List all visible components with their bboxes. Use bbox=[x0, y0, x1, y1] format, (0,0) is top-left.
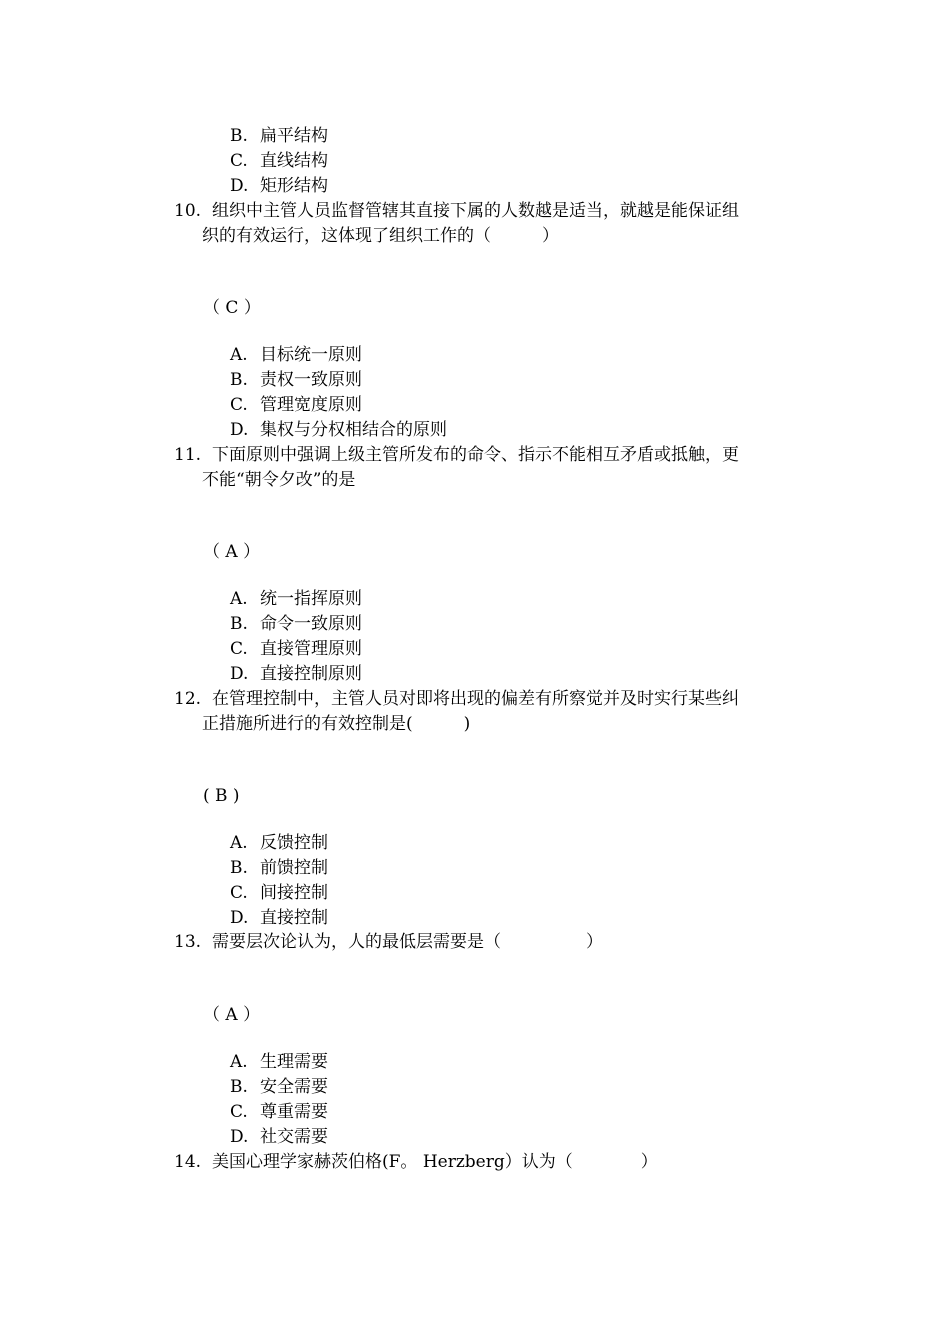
option-c: C. 直接管理原则 bbox=[230, 639, 362, 659]
option-a: A. 生理需要 bbox=[230, 1052, 328, 1072]
option-d: D. 矩形结构 bbox=[230, 176, 328, 196]
option-d: D. 直接控制 bbox=[230, 908, 328, 928]
option-b: B. 命令一致原则 bbox=[230, 614, 362, 634]
question-10: 10. 组织中主管人员监督管辖其直接下属的人数越是适当，就越是能保证组 织的有效运行，这体现了组织工作的（ ） bbox=[174, 201, 739, 246]
option-b: B. 前馈控制 bbox=[230, 858, 328, 878]
question-11: 11. 下面原则中强调上级主管所发布的命令、指示不能相互矛盾或抵触，更 不能“朝令夕改”的是 bbox=[174, 445, 739, 490]
answer-12: ( B ) bbox=[203, 786, 240, 806]
option-a: A. 统一指挥原则 bbox=[230, 589, 362, 609]
question-14: 14. 美国心理学家赫茨伯格(F。 Herzberg）认为（ ） bbox=[174, 1152, 658, 1172]
option-c: C. 直线结构 bbox=[230, 151, 328, 171]
option-a: A. 反馈控制 bbox=[230, 833, 328, 853]
answer-11: （ A ） bbox=[203, 542, 261, 562]
answer-13: （ A ） bbox=[203, 1005, 261, 1025]
option-b: B. 安全需要 bbox=[230, 1077, 328, 1097]
option-c: C. 尊重需要 bbox=[230, 1102, 328, 1122]
option-b: B. 扁平结构 bbox=[230, 126, 328, 146]
option-d: D. 集权与分权相结合的原则 bbox=[230, 420, 447, 440]
question-13: 13. 需要层次论认为，人的最低层需要是（ ） bbox=[174, 932, 603, 952]
question-12: 12. 在管理控制中，主管人员对即将出现的偏差有所察觉并及时实行某些纠 正措施所进行的有效控制是( ) bbox=[174, 689, 739, 734]
option-a: A. 目标统一原则 bbox=[230, 345, 362, 365]
option-b: B. 责权一致原则 bbox=[230, 370, 362, 390]
option-d: D. 直接控制原则 bbox=[230, 664, 362, 684]
answer-10: （ C ） bbox=[203, 298, 261, 318]
option-c: C. 间接控制 bbox=[230, 883, 328, 903]
option-c: C. 管理宽度原则 bbox=[230, 395, 362, 415]
option-d: D. 社交需要 bbox=[230, 1127, 328, 1147]
